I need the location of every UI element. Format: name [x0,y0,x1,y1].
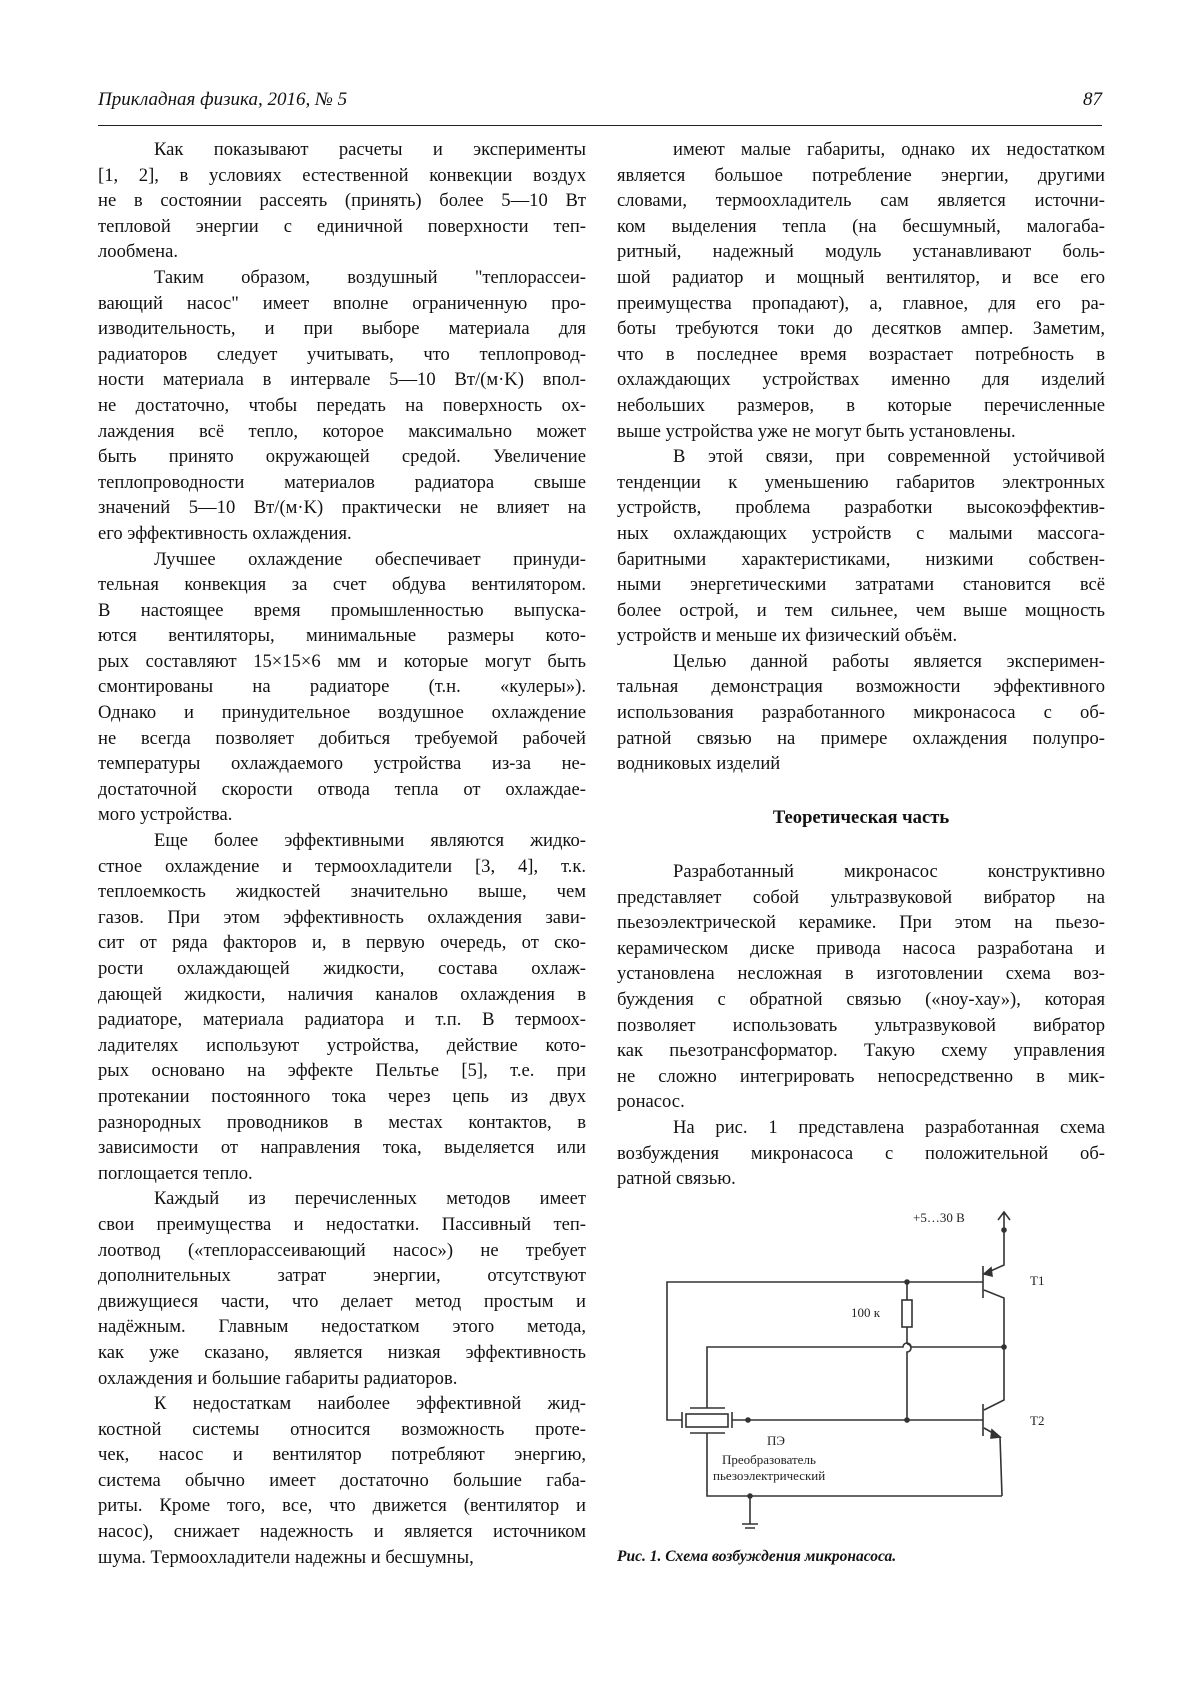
text-line: ности материала в интервале 5—10 Вт/(м·K) впол- [98,369,586,391]
text-line: использования разработанного микронасоса с об- [617,702,1105,724]
text-line: возбуждения микронасоса с положительной об- [617,1142,1105,1164]
text-line: зависимости от направления тока, выделяется или [98,1137,586,1159]
paragraph [617,444,1105,649]
right-column-theory [617,859,1105,1192]
piezo-transducer [682,1408,732,1433]
paragraph [98,828,586,1186]
ground-icon [742,1496,758,1528]
journal-header: Прикладная физика, 2016, № 5 [98,89,348,110]
text-line: свои преимущества и недостатки. Пассивный теп- [98,1213,586,1235]
text-line: изводительность, и при выборе материала для [98,318,586,340]
text-line: Разработанный микронасос конструктивно [673,861,1105,882]
paragraph [98,265,586,547]
text-line: ритный, надежный модуль устанавливают боль- [617,241,1105,263]
text-line: В настоящее время промышленностью выпуска- [98,599,586,621]
text-line: тельная конвекция за счет обдува вентилятором. [98,574,586,596]
text-line: устройств и меньше их физический объём. [617,625,958,647]
text-line: протекании постоянного тока через цепь из двух [98,1085,586,1107]
text-line: словами, термоохладитель сам является источни- [617,190,1105,212]
text-line: ных охлаждающих устройств с малыми массога- [617,522,1105,544]
text-line: устройств, проблема разработки высокоэффектив- [617,497,1105,519]
text-line: как пьезотрансформатор. Такую схему управления [617,1040,1105,1062]
text-line: вающий насос" имеет вполне ограниченную про- [98,292,586,314]
text-line: охлаждающих устройствах именно для изделий [617,369,1105,391]
text-line: газов. При этом эффективность охлаждения зави- [98,906,586,928]
text-line: движущиеся части, что делает метод простым и [98,1290,586,1312]
text-line: шума. Термоохладители надежны и бесшумны, [98,1546,474,1568]
text-line: ратной связью на примере охлаждения полупро- [617,727,1105,749]
text-line: К недостаткам наиболее эффективной жид- [154,1393,586,1415]
text-line: лаждения всё тепло, которое максимально может [98,420,586,442]
text-line: пьезоэлектрической керамике. При этом на пьезо- [617,912,1105,934]
text-line: что в последнее время возрастает потребность в [617,343,1105,365]
text-line: стное охлаждение и термоохладители [3, 4], т.к. [98,855,586,877]
text-line: имеют малые габариты, однако их недостатком [673,139,1105,160]
text-line: шой радиатор и мощный вентилятор, и все его [617,266,1105,288]
text-line: значений 5—10 Вт/(м·K) практически не влияет на [98,497,586,519]
text-line: Еще более эффективными являются жидко- [154,830,586,852]
text-line: сит от ряда факторов и, в первую очередь, от ско- [98,932,586,954]
text-line: как уже сказано, является низкая эффективность [98,1341,586,1363]
text-line: насос), снижает надежность и является источником [98,1521,586,1543]
text-line: В этой связи, при современной устойчивой [673,446,1105,468]
left-column [98,137,586,1570]
text-line: не всегда позволяет добиться требуемой рабочей [98,727,586,749]
text-line: Как показывают расчеты и эксперименты [154,139,586,160]
text-line: водниковых изделий [617,753,781,775]
text-line: Целью данной работы является эксперимен- [673,650,1105,672]
text-line: охлаждения и большие габариты радиаторов. [98,1367,458,1389]
text-line: Однако и принудительное воздушное охлаждение [98,702,586,724]
text-line: позволяет использовать ультразвуковой вибратор [617,1014,1105,1036]
text-line: буждения с обратной связью («ноу-хау»), которая [617,988,1105,1010]
text-line: риты. Кроме того, все, что движется (вентилятор и [98,1495,586,1517]
transistor-t1 [983,1230,1004,1347]
text-line: его эффективность охлаждения. [98,522,352,544]
text-line: Лучшее охлаждение обеспечивает принуди- [154,548,586,570]
text-line: теплопроводности материалов радиатора свыше [98,471,586,493]
text-line: более острой, и тем сильнее, чем выше мощность [617,599,1105,621]
text-line: теплоемкость жидкостей значительно выше, чем [98,881,586,903]
right-column [617,137,1105,777]
text-line: Каждый из перечисленных методов имеет [154,1188,586,1210]
t2-label: T2 [1030,1413,1045,1428]
text-line: тенденции к уменьшению габаритов электронных [617,471,1105,493]
text-line: установлена несложная в изготовлении схема воз- [617,963,1105,985]
text-line: является большое потребление энергии, другими [617,164,1105,186]
text-line: На рис. 1 представлена разработанная схема [673,1116,1105,1138]
text-line: поглощается тепло. [98,1162,253,1184]
text-line: рых основано на эффекте Пельтье [5], т.е. при [98,1060,586,1082]
text-line: лообмена. [98,241,179,263]
text-line: радиаторе, материала радиатора и т.п. В термоох- [98,1009,586,1031]
text-line: не достаточно, чтобы передать на поверхность ох- [98,394,586,416]
text-line: лоотвод («теплорассеивающий насос») не требует [98,1239,586,1261]
page-number: 87 [1083,89,1102,110]
pe-label: ПЭ [767,1433,785,1448]
paragraph [617,859,1105,1115]
text-line: рых составляют 15×15×6 мм и которые могут быть [98,650,586,672]
text-line: боты требуются токи до десятков ампер. Заметим, [617,318,1105,340]
paragraph [98,1391,586,1570]
text-line: ронасос. [617,1091,685,1113]
resistor-label: 100 к [851,1305,881,1320]
text-line: небольших размеров, в которые перечисленные [617,394,1105,416]
text-line: не в состоянии рассеять (принять) более 5—10 Вт [98,190,586,212]
text-line: керамическом диске привода насоса разработана и [617,937,1105,959]
text-line: разнородных проводников в местах контактов, в [98,1111,586,1133]
text-line: выше устройства уже не могут быть установлены. [617,420,1016,442]
text-line: ком выделения тепла (на бесшумный, малогаба- [617,215,1105,237]
text-line: достаточной скорости отвода тепла от охлаждае- [98,778,586,800]
supply-label: +5…30 В [913,1210,965,1225]
text-line: ладителях используют устройства, действие кото- [98,1034,586,1056]
text-line: температуры охлаждаемого устройства из-за не- [98,753,586,775]
transistor-t2 [983,1347,1004,1496]
text-line: чек, насос и вентилятор потребляют энергию, [98,1444,586,1466]
figure-caption: Рис. 1. Схема возбуждения микронасоса. [617,1548,897,1565]
text-line: Таким образом, воздушный "теплорассеи- [154,266,586,288]
section-heading: Теоретическая часть [772,807,950,828]
paragraph [98,1186,586,1391]
text-line: костной системы относится возможность проте- [98,1418,586,1440]
text-line: дающей жидкости, наличия каналов охлаждения в [98,983,586,1005]
text-line: баритными характеристиками, низкими собствен- [617,548,1105,570]
text-line: тальная демонстрация возможности эффективного [617,676,1105,698]
text-line: мого устройства. [98,804,233,826]
text-line: быть принято окружающей средой. Увеличение [98,446,586,468]
pe-desc-2: пьезоэлектрический [713,1468,826,1483]
text-line: не сложно интегрировать непосредственно в мик- [617,1065,1105,1087]
text-line: дополнительных затрат энергии, отсутствуют [98,1265,586,1287]
text-line: надёжным. Главным недостатком этого метода, [98,1316,586,1338]
paragraph [617,1115,1105,1192]
text-line: радиаторов следует учитывать, что теплопровод- [98,343,586,365]
circuit-diagram [600,1195,1050,1540]
text-line: ными энергетическими затратами становится всё [617,574,1105,596]
header-rule [98,125,1102,126]
pe-desc-1: Преобразователь [722,1452,816,1467]
paragraph [98,547,586,829]
text-line: система обычно имеет достаточно большие габа- [98,1469,586,1491]
paragraph [617,137,1105,444]
text-line: тепловой энергии с единичной поверхности теп- [98,215,586,237]
text-line: [1, 2], в условиях естественной конвекции воздух [98,164,586,186]
paragraph [617,649,1105,777]
text-line: представляет собой ультразвуковой вибратор на [617,886,1105,908]
t1-label: T1 [1030,1273,1045,1288]
text-line: преимущества пропадают), а, главное, для его ра- [617,292,1105,314]
text-line: рости охлаждающей жидкости, состава охлаж- [98,958,586,979]
paragraph [98,137,586,265]
text-line: ются вентиляторы, минимальные размеры кото- [98,625,586,647]
text-line: смонтированы на радиаторе (т.н. «кулеры»). [98,676,586,698]
resistor-100k [902,1300,912,1327]
text-line: ратной связью. [617,1168,736,1190]
